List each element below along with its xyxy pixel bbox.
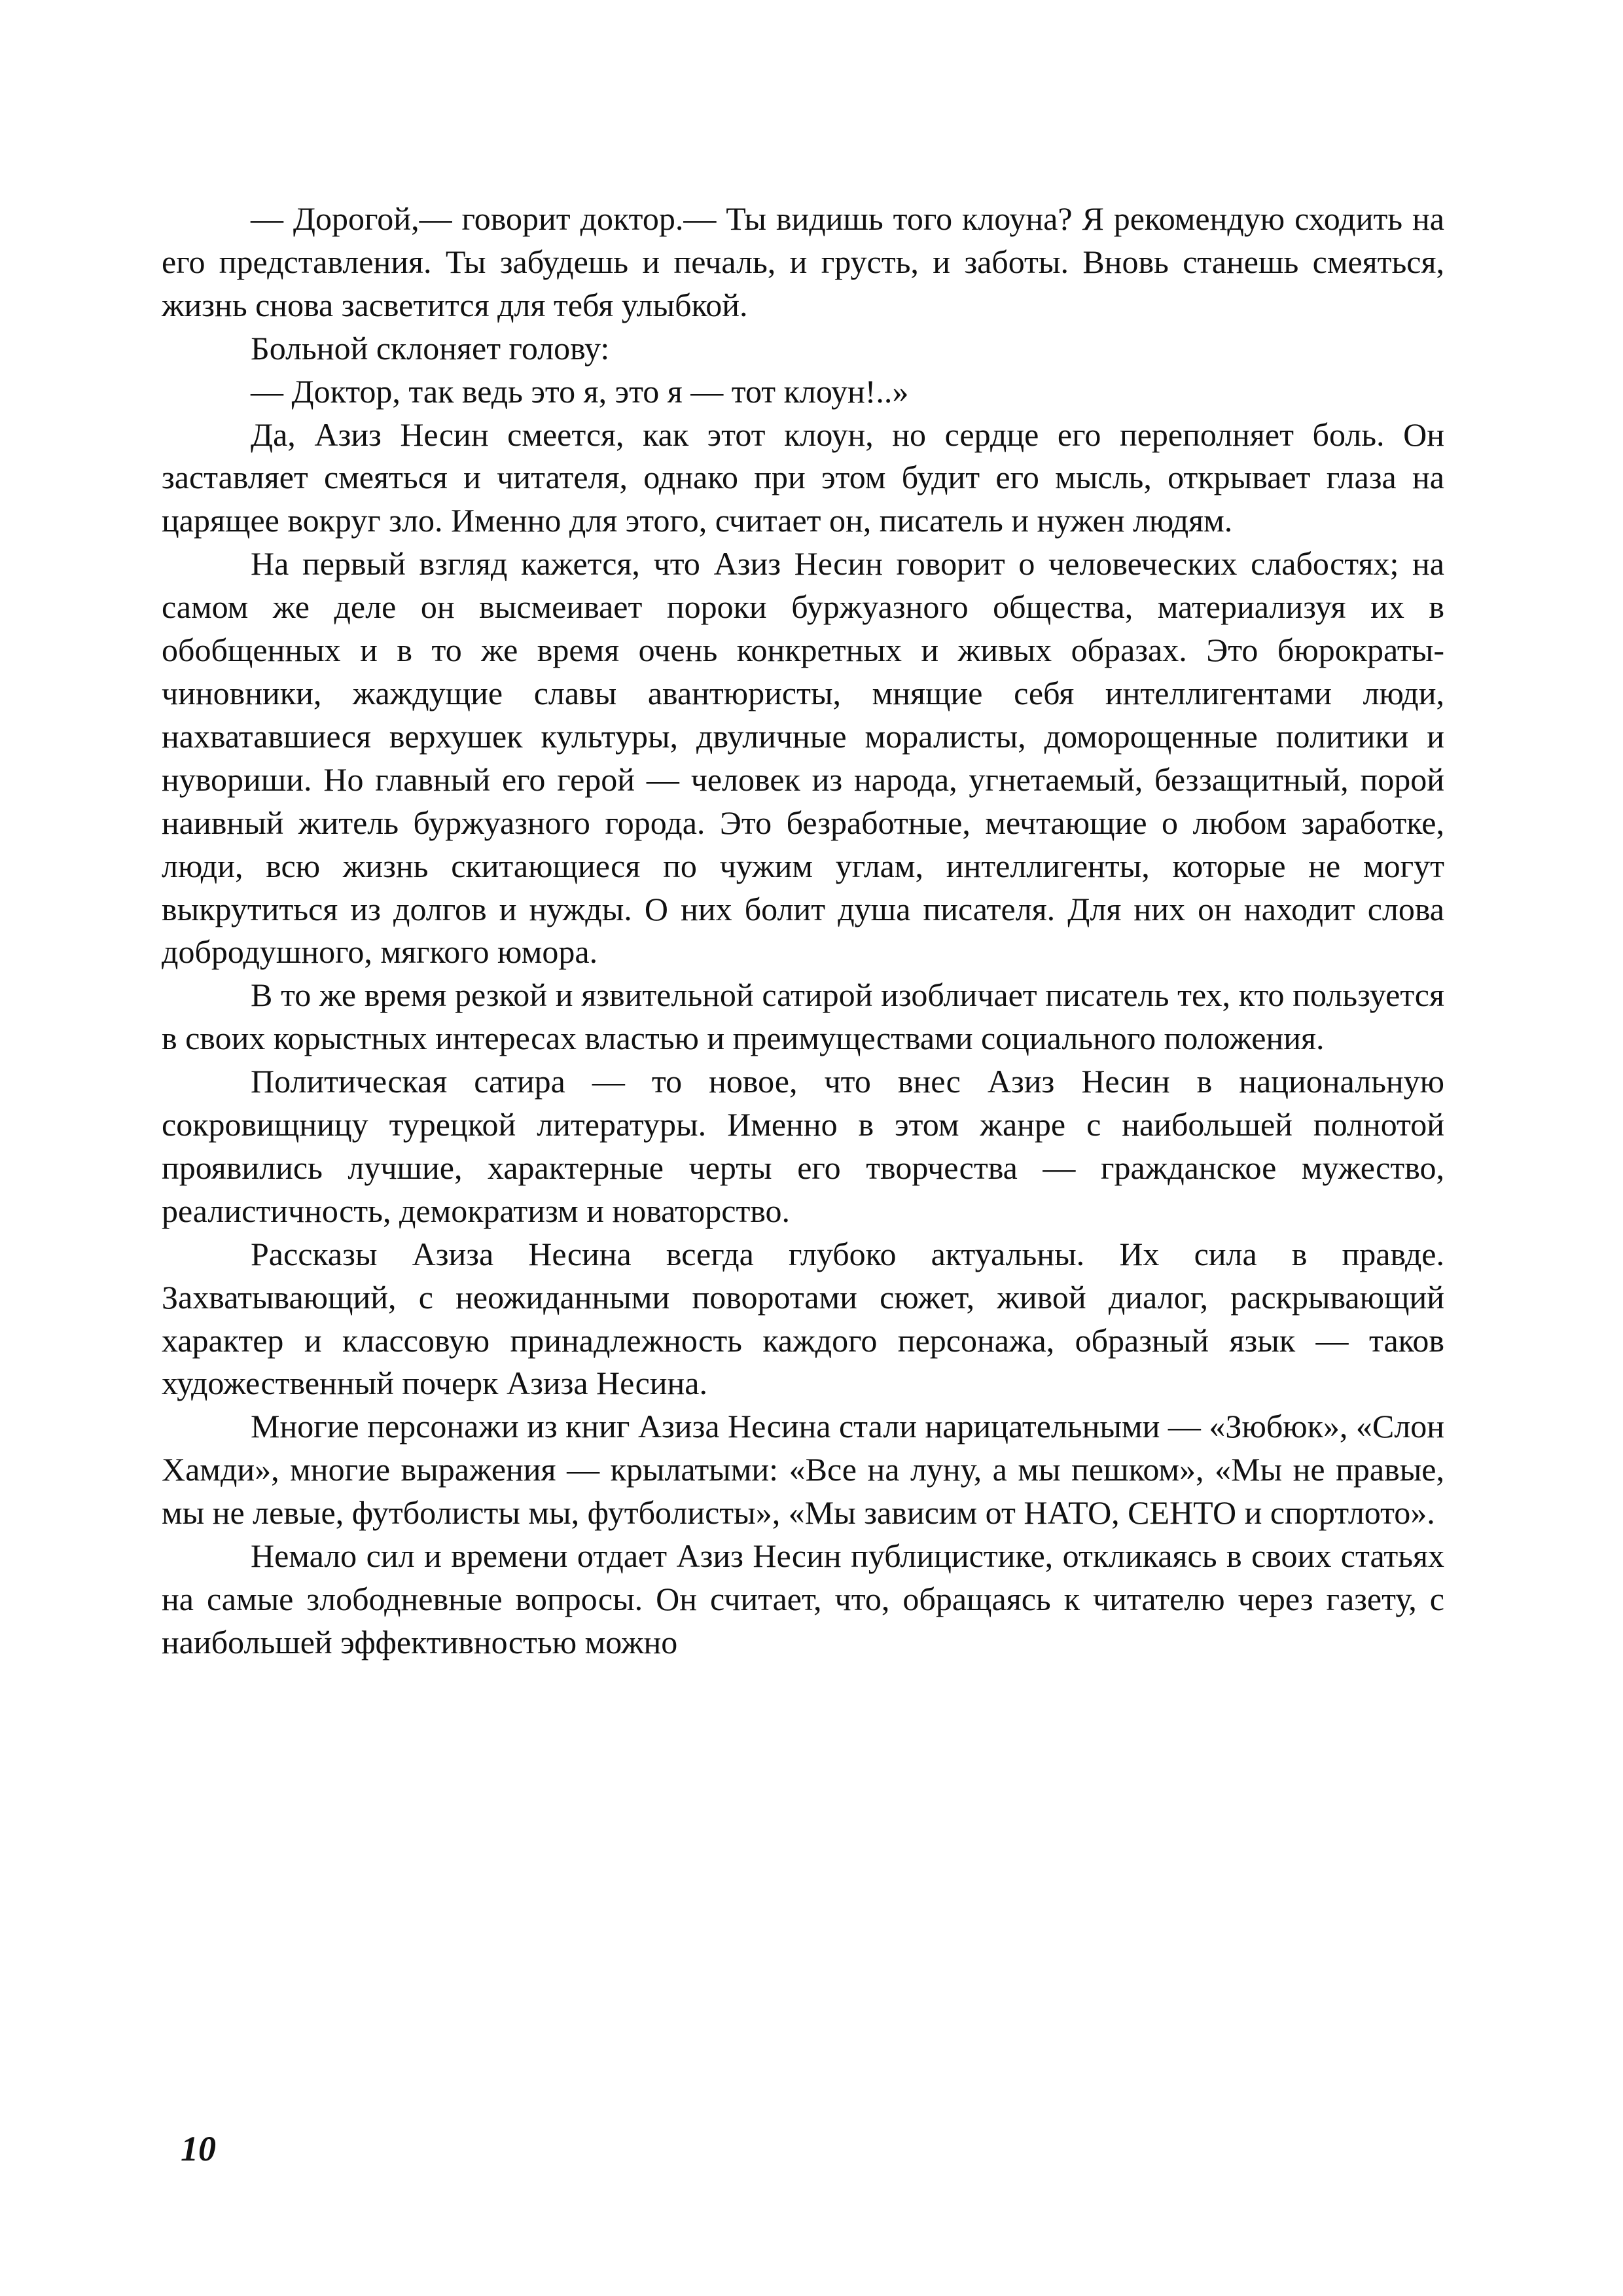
paragraph: Немало сил и времени отдает Азиз Несин публицистике, откликаясь в своих статьях на самые злободневные вопросы. Он считает, что, обращаясь к читателю через газету, с наибольшей эффективностью можно (162, 1537, 1444, 1660)
paragraph: — Доктор, так ведь это я, это я — тот клоун!..» (251, 372, 909, 410)
paragraph: Больной склоняет голову: (251, 329, 610, 367)
paragraph: Да, Азиз Несин смеется, как этот клоун, но сердце его переполняет боль. Он заставляет смеяться и читателя, однако при этом будит его мысль, открывает глаза на царящее вокруг зло. Именно для этого, считает он, писатель и нужен людям. (162, 416, 1444, 539)
paragraph: Рассказы Азиза Несина всегда глубоко актуальны. Их сила в правде. Захватывающий, с неожиданными поворотами сюжет, живой диалог, раскрывающий характер и классовую принадлежность каждого персонажа, образный язык — таков художественный почерк Азиза Несина. (162, 1235, 1444, 1402)
paragraph: — Дорогой,— говорит доктор.— Ты видишь того клоуна? Я рекомендую сходить на его представления. Ты забудешь и печаль, и грусть, и заботы. Вновь станешь смеяться, жизнь снова засветится для тебя улыбкой. (162, 200, 1444, 323)
paragraph: В то же время резкой и язвительной сатирой изобличает писатель тех, кто пользуется в своих корыстных интересах властью и преимуществами социального положения. (162, 977, 1444, 1057)
paragraph: На первый взгляд кажется, что Азиз Несин говорит о человеческих слабостях; на самом же деле он высмеивает пороки буржуазного общества, материализуя их в обобщенных и в то же время очень конкретных и живых образах. Это бюрократы-чиновники, жаждущие славы авантюристы, мнящие себя интеллигентами люди, нахватавшиеся верхушек культуры, двуличные моралисты, доморощенные политики и нувориши. Но главный его герой — человек из народа, угнетаемый, беззащитный, порой наивный житель буржуазного города. Это безработные, мечтающие о любом заработке, люди, всю жизнь скитающиеся по чужим углам, интеллигенты, которые не могут выкрутиться из долгов и нужды. О них болит душа писателя. Для них он находит слова добродушного, мягкого юмора. (162, 545, 1444, 971)
paragraph: Многие персонажи из книг Азиза Несина стали нарицательными — «Зюбюк», «Слон Хамди», многие выражения — крылатыми: «Все на луну, а мы пешком», «Мы не правые, мы не левые, футболисты мы, футболисты», «Мы зависим от НАТО, СЕНТО и спортлото». (162, 1408, 1444, 1532)
paragraph: Политическая сатира — то новое, что внес Азиз Несин в национальную сокровищницу турецкой литературы. Именно в этом жанре с наибольшей полнотой проявились лучшие, характерные черты его творчества — гражданское мужество, реалистичность, демократизм и новаторство. (162, 1063, 1444, 1229)
page-number: 10 (181, 2129, 216, 2168)
main-text (162, 198, 1444, 1664)
